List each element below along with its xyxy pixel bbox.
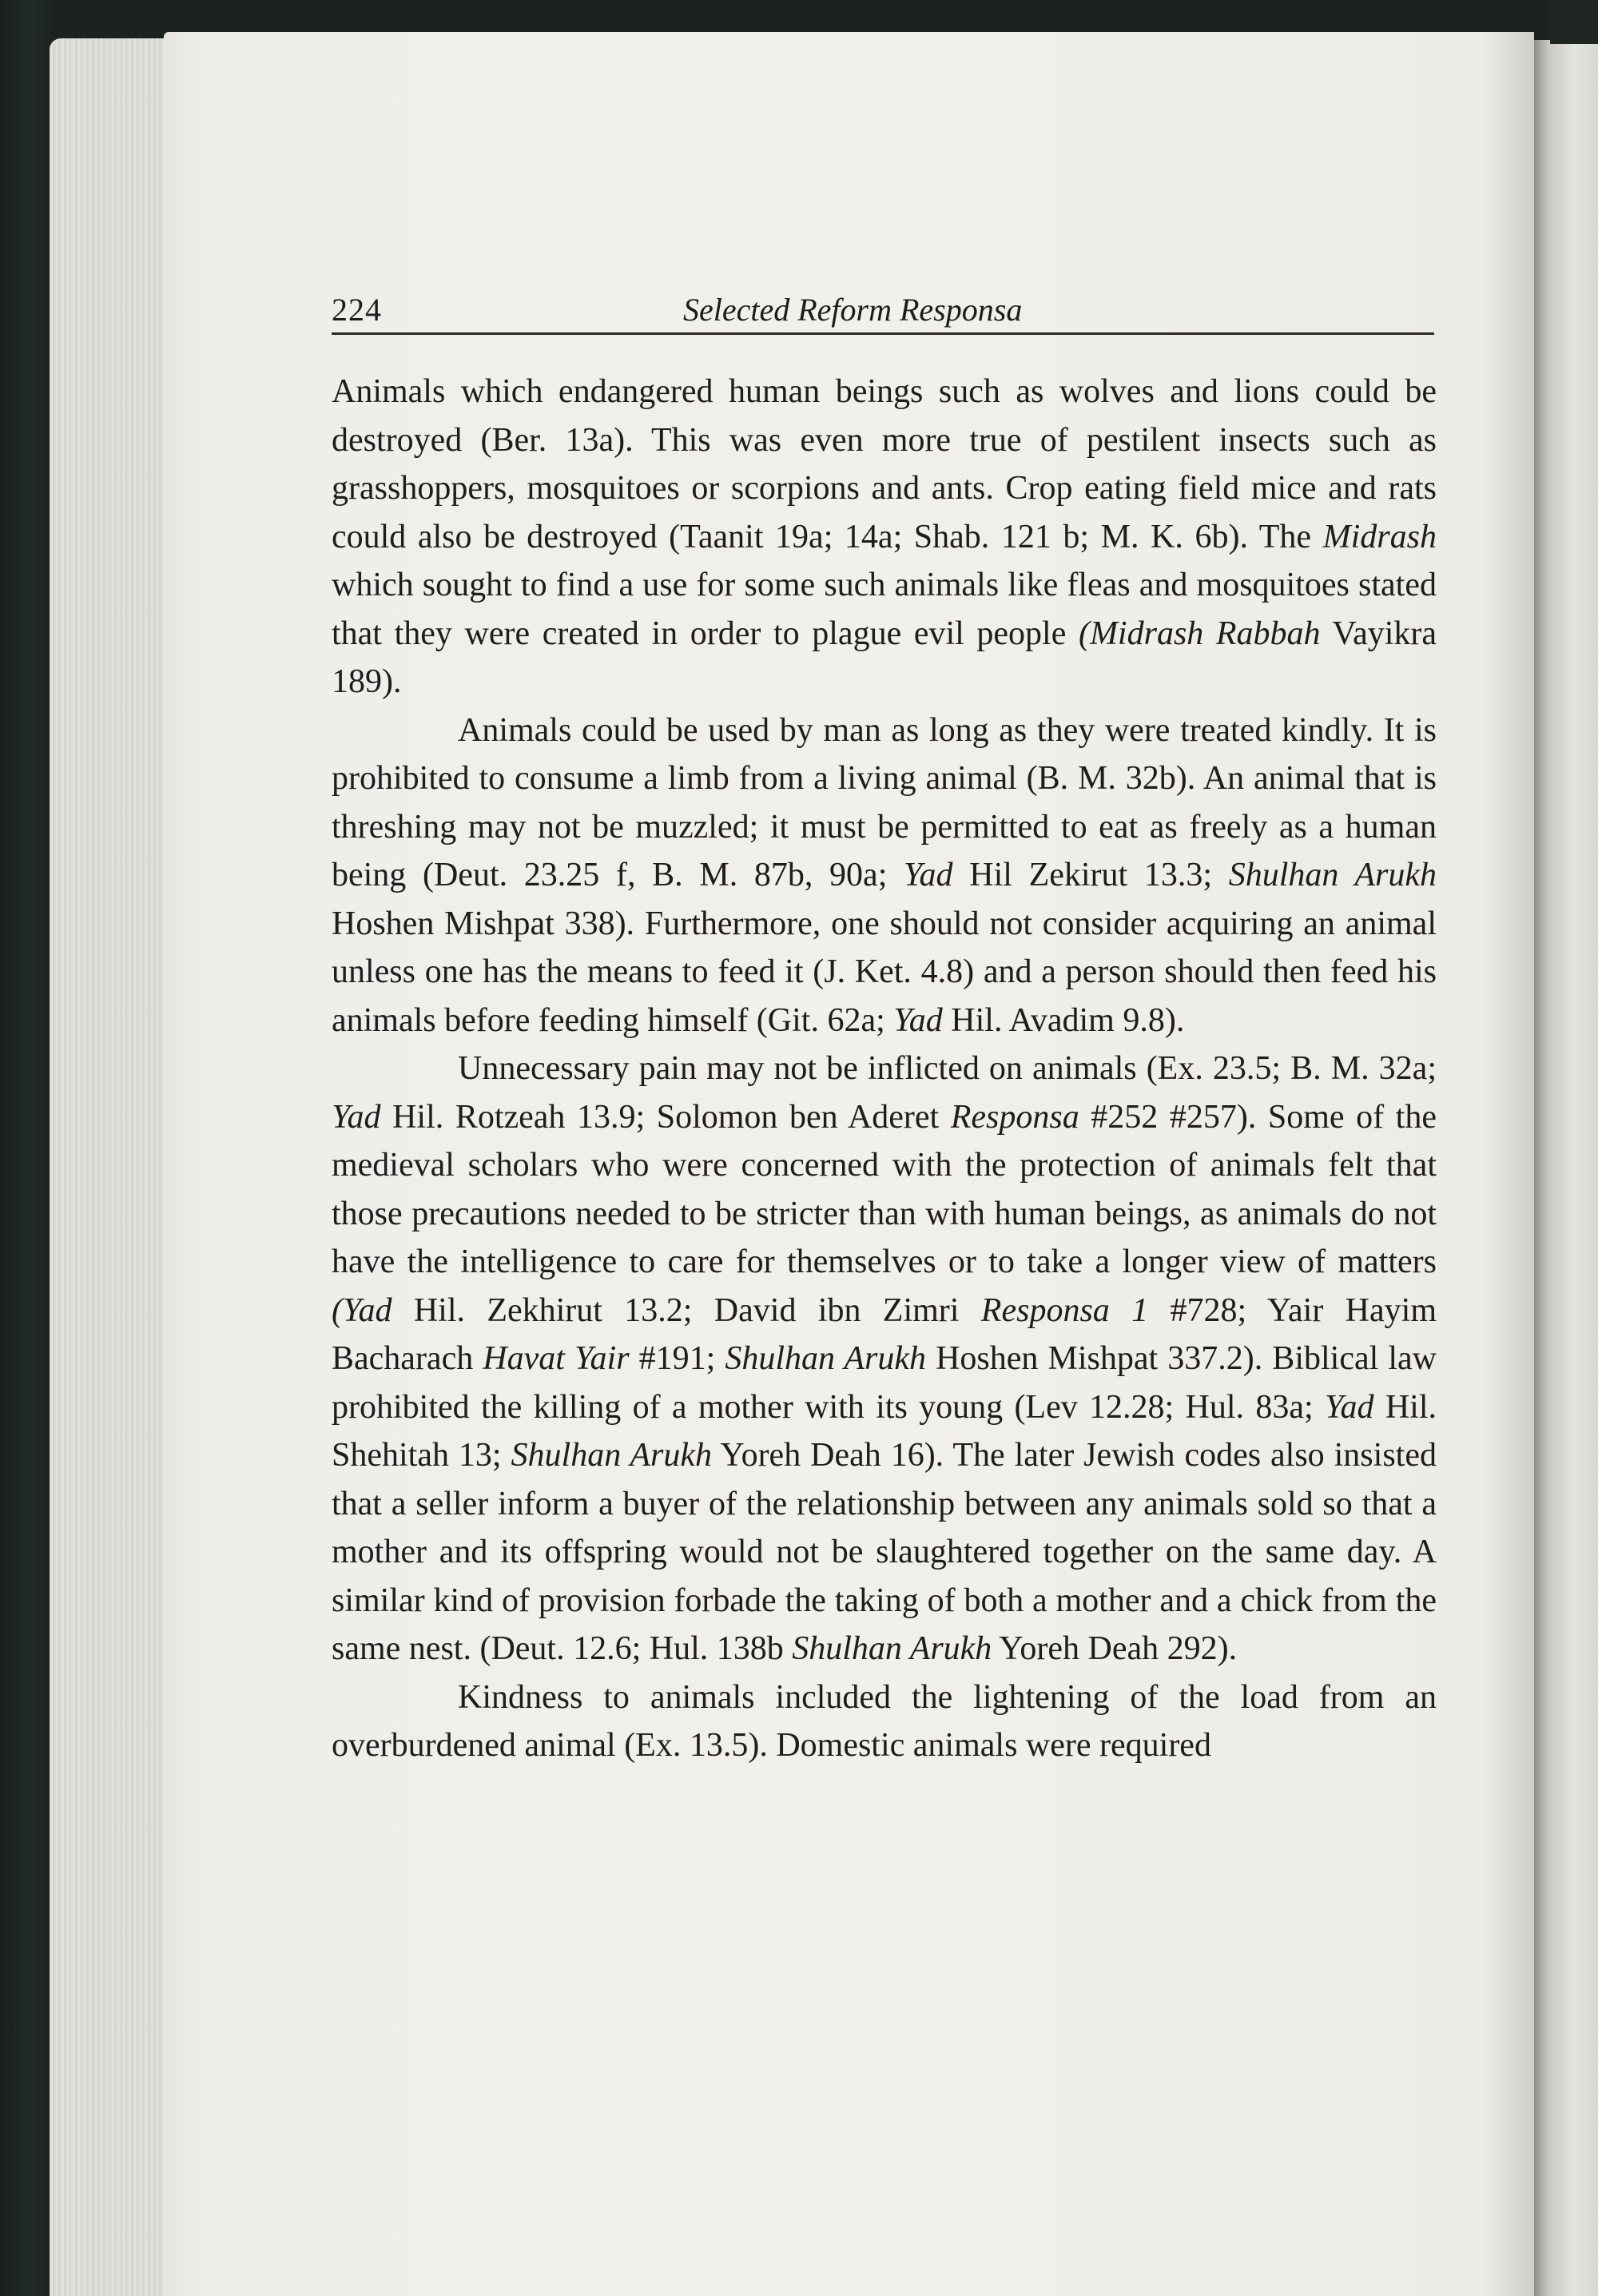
running-head [332,288,1434,335]
italic-citation: Shulhan Arukh [792,1630,992,1667]
italic-citation: Shulhan Arukh [725,1340,927,1377]
text-run: Kindness to animals included the lightening of the load from an overburdened animal (Ex. 13.5). Domestic animals were required [332,1678,1437,1764]
italic-citation: Responsa 1 [980,1291,1149,1329]
page-number: 224 [332,292,382,328]
paragraph [332,1045,1437,1673]
text-run: Animals could be used by man as long as they were treated kindly. It is prohibited to consume a limb from a living animal (B. M. 32b). An animal that is threshing may not be muzzled; it must be permitted to eat as freely as a human being (Deut. 23.25 f, B. M. 87b, 90a; [332,711,1437,893]
italic-citation: Yad [1324,1388,1374,1426]
italic-citation: Shulhan Arukh [1228,857,1437,893]
italic-citation: Shulhan Arukh [511,1437,713,1474]
running-title: Selected Reform Responsa [683,292,1023,328]
text-run: Hil. Rotzeah 13.9; Solomon ben Aderet [380,1098,951,1136]
text-run: Animals which endangered human beings such as wolves and lions could be destroyed (Ber. 13a). This was even more true of pestilent insects such as grasshoppers, mosquitoes or scorpions and ants. Crop eating field mice and rats could also be destroyed (Taanit 19a; 14a; Shab. 121 b; M. K. 6b). The [332,373,1437,555]
italic-citation: Yad [904,857,953,893]
italic-citation: Yad [893,1001,943,1039]
italic-citation: (Midrash Rabbah [1078,615,1321,652]
italic-citation: Midrash [1322,518,1437,555]
paragraph [332,368,1437,706]
text-run: #728; Yair Hayim Bacharach [332,1291,1437,1377]
italic-citation: Yad [332,1098,381,1136]
text-run: Yoreh Deah 16). The later Jewish codes also insisted that a seller inform a buyer of the relationship between any animals sold so that a mother and its offspring would not be slaughtered together on the same day. A similar kind of provision forbade the taking of both a mother and a chick from the same nest. (Deut. 12.6; Hul. 138b [332,1437,1437,1667]
italic-citation: Responsa [950,1098,1079,1136]
text-run: Vayikra 189). [332,615,1437,700]
text-run: Hil Zekirut 13.3; [952,857,1229,893]
italic-citation: Havat Yair [483,1340,630,1377]
paragraph [332,1673,1437,1770]
text-run: #252 #257). Some of the medieval scholars who were concerned with the protection of animals felt that those precautions needed to be stricter than with human beings, as animals do not have the intelligence to care for themselves or to take a longer view of matters [332,1098,1437,1280]
text-run: Hil. Zekhirut 13.2; David ibn Zimri [392,1291,981,1329]
text-run: Unnecessary pain may not be inflicted on animals (Ex. 23.5; B. M. 32a; [458,1050,1437,1087]
body-text [332,368,1437,1770]
text-run: Yoreh Deah 292). [992,1630,1238,1667]
text-run: Hil. Avadim 9.8). [942,1001,1185,1039]
text-run: #191; [629,1340,725,1377]
facing-page-edge [1534,40,1598,2296]
text-run: Hoshen Mishpat 338). Furthermore, one should not consider acquiring an animal unless one has the means to feed it (J. Ket. 4.8) and a person should then feed his animals before feeding himself (Git. 62a; [332,905,1437,1039]
paragraph [332,706,1437,1045]
text-run: Hil. Shehitah 13; [332,1388,1437,1474]
text-run: Hoshen Mishpat 337.2). Biblical law prohibited the killing of a mother with its young (Lev 12.28; Hul. 83a; [332,1340,1437,1426]
background-corner [1550,0,1598,44]
text-run: which sought to find a use for some such animals like fleas and mosquitoes stated that they were created in order to plague evil people [332,567,1437,652]
italic-citation: (Yad [332,1291,392,1329]
